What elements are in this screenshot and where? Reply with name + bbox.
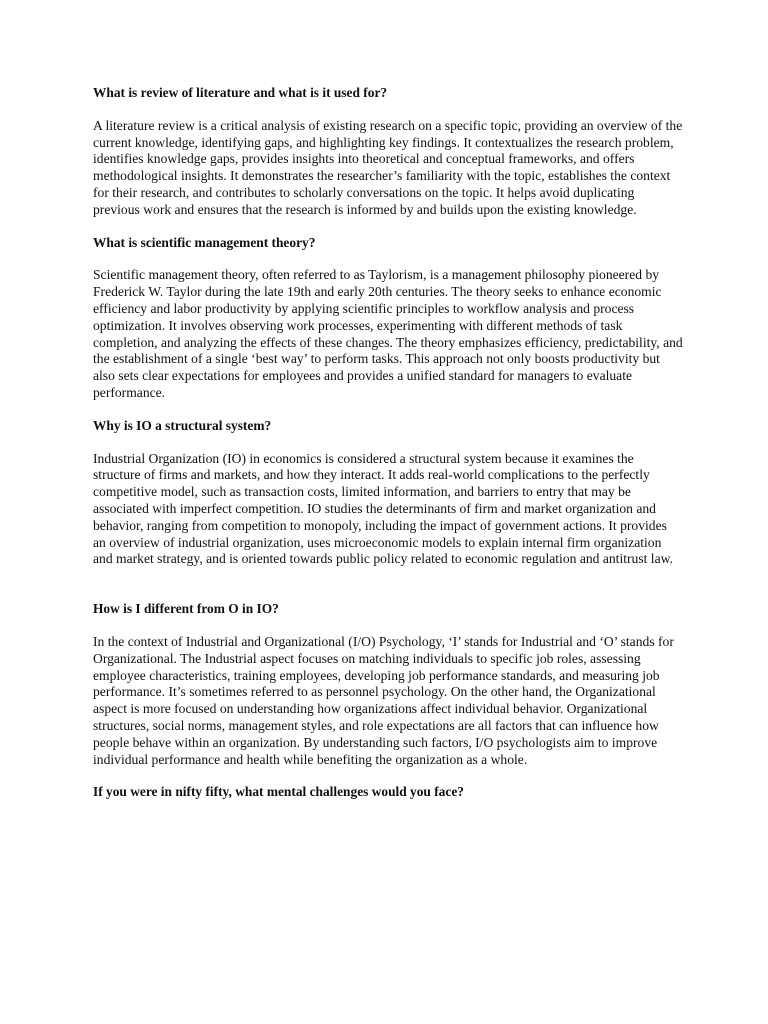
answer-paragraph: Scientific management theory, often referred to as Taylorism, is a management philosophy pioneered by Frederick W. Taylor during the late 19th and early 20th centuries. The theory seeks to enhance economic efficiency and labor productivity by applying scientific principles to workflow analysis and process optimization. It involves observing work processes, experimenting with different methods of task completion, and analyzing the effects of these changes. The theory emphasizes efficiency, predictability, and the establishment of a single ‘best way’ to perform tasks. This approach not only boosts productivity but also sets clear expectations for employees and provides a unified standard for managers to evaluate performance. <box>93 267 683 400</box>
question-heading: What is review of literature and what is it used for? <box>93 85 388 100</box>
answer-paragraph: A literature review is a critical analysis of existing research on a specific topic, providing an overview of the current knowledge, identifying gaps, and highlighting key findings. It contextualizes the research problem, identifies knowledge gaps, provides insights into theoretical and conceptual frameworks, and offers methodological insights. It demonstrates the researcher’s familiarity with the topic, establishes the context for their research, and contributes to scholarly conversations on the topic. It helps avoid duplicating previous work and ensures that the research is informed by and builds upon the existing knowledge. <box>93 117 683 217</box>
question-heading: How is I different from O in IO? <box>93 601 279 617</box>
question-heading: What is scientific management theory? <box>93 234 316 250</box>
answer-paragraph: In the context of Industrial and Organizational (I/O) Psychology, ‘I’ stands for Industrial and ‘O’ stands for Organizational. The Industrial aspect focuses on matching individuals to specific job roles, assessing employee characteristics, training employees, developing job performance standards, and measuring job performance. It’s sometimes referred to as personnel psychology. On the other hand, the Organizational aspect is more focused on understanding how organizations affect individual behavior. Organizational structures, social norms, management styles, and role expectations are all factors that can influence how people behave within an organization. By understanding such factors, I/O psychologists aim to improve individual performance and health while benefiting the organization as a whole. <box>93 633 674 767</box>
question-heading: If you were in nifty fifty, what mental challenges would you face? <box>93 784 464 800</box>
question-heading: Why is IO a structural system? <box>93 417 272 433</box>
document-body <box>93 85 683 801</box>
answer-paragraph: Industrial Organization (IO) in economics is considered a structural system because it examines the structure of firms and markets, and how they interact. It adds real-world complications to the perfectly competitive model, such as transaction costs, limited information, and barriers to entry that may be associated with imperfect competition. IO studies the determinants of firm and market organization and behavior, ranging from competition to monopoly, including the impact of government actions. It provides an overview of industrial organization, uses microeconomic models to explain internal firm organization and market strategy, and is oriented towards public policy related to economic regulation and antitrust law. <box>93 450 673 567</box>
